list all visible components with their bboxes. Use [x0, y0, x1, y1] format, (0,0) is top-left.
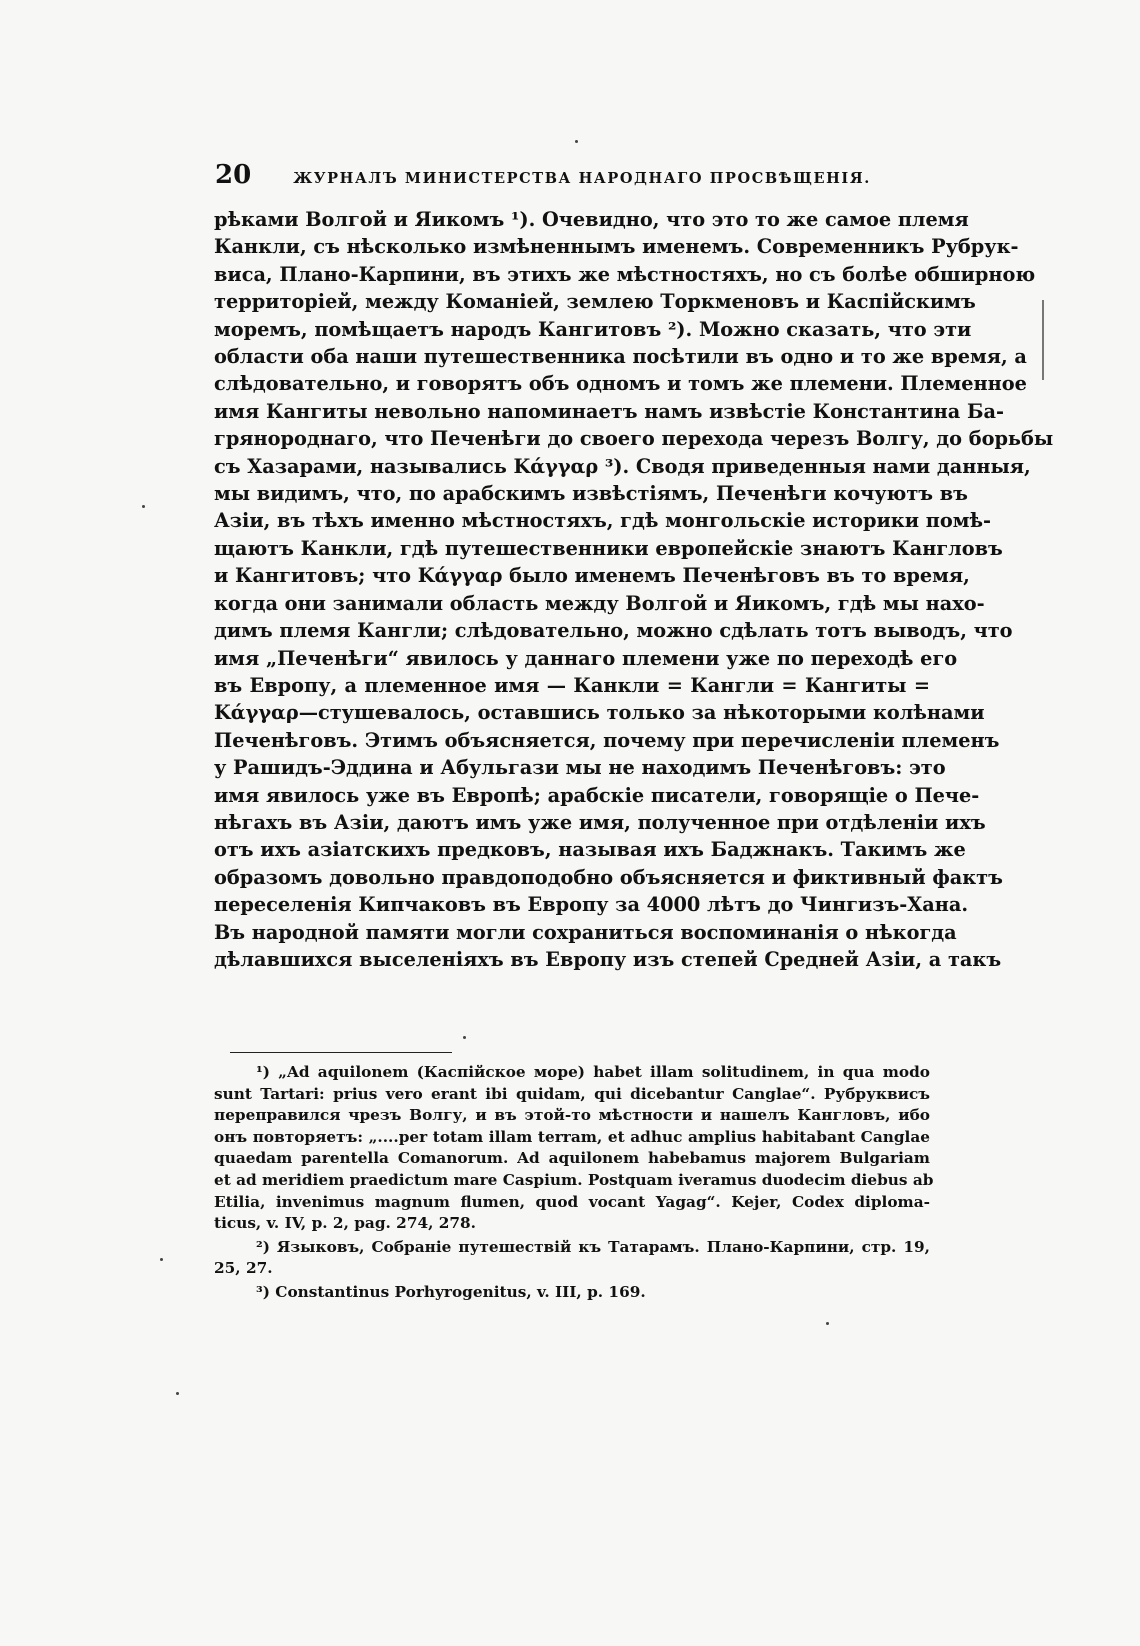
scan-speck — [826, 1322, 829, 1325]
body-line: виса, Плано-Карпини, въ этихъ же мѣстностяхъ, но съ болѣе обширною — [214, 262, 1036, 286]
footnote-2 — [214, 1237, 930, 1280]
body-line: у Рашидъ-Эддина и Абульгази мы не находимъ Печенѣговъ: это — [214, 756, 946, 780]
body-line: образомъ довольно правдоподобно объясняется и фиктивный фактъ — [214, 865, 1003, 889]
footnote-line: ticus, v. IV, p. 2, pag. 274, 278. — [214, 1214, 477, 1233]
footnote-line: Etilia, invenimus magnum flumen, quod vocant Yagag“. Kejer, Codex diploma- — [214, 1192, 930, 1211]
footnote-3 — [214, 1282, 930, 1304]
body-text — [214, 206, 1054, 973]
footnote-line: ²) Языковъ, Собраніе путешествій къ Татарамъ. Плано-Карпини, стр. 19, — [256, 1237, 930, 1256]
body-line: нѣгахъ въ Азіи, даютъ имъ уже имя, полученное при отдѣленіи ихъ — [214, 810, 986, 834]
body-line: территоріей, между Команіей, землею Торкменовъ и Каспійскимъ — [214, 290, 976, 314]
footnotes — [214, 1062, 934, 1304]
footnote-line: sunt Tartari: prius vero erant ibi quidam, qui dicebantur Canglae“. Рубруквисъ — [214, 1084, 930, 1103]
scan-speck — [463, 1036, 466, 1039]
footnote-line: quaedam parentella Comanorum. Ad aquilonem habebamus majorem Bulgariam — [214, 1149, 930, 1168]
body-line: щаютъ Канкли, гдѣ путешественники европейскіе знаютъ Кангловъ — [214, 536, 1003, 560]
footnote-line: онъ повторяетъ: „....per totam illam terram, et adhuc amplius habitabant Canglae — [214, 1127, 930, 1146]
footnote-line: ¹) „Ad aquilonem (Каспійское море) habet illam solitudinem, in qua modo — [256, 1063, 930, 1081]
body-line: когда они занимали область между Волгой и Яикомъ, гдѣ мы нахо- — [214, 591, 985, 615]
body-line: съ Хазарами, назывались Κάγγαρ ³). Сводя приведенныя нами данныя, — [214, 454, 1031, 478]
body-line: Въ народной памяти могли сохраниться воспоминанія о нѣкогда — [214, 920, 957, 944]
scan-speck — [176, 1392, 179, 1395]
body-line: переселенія Кипчаковъ въ Европу за 4000 лѣтъ до Чингизъ-Хана. — [214, 893, 969, 917]
body-line: димъ племя Кангли; слѣдовательно, можно сдѣлать тотъ выводъ, что — [214, 619, 1013, 643]
footnote-separator — [230, 1052, 452, 1053]
body-line: Κάγγαρ—стушевалось, оставшись только за нѣкоторыми колѣнами — [214, 701, 985, 725]
body-line: Канкли, съ нѣсколько измѣненнымъ именемъ. Современникъ Рубрук- — [214, 235, 1019, 259]
body-line: грянороднаго, что Печенѣги до своего перехода черезъ Волгу, до борьбы — [214, 427, 1054, 451]
body-line: имя Кангиты невольно напоминаетъ намъ извѣстіе Константина Ба- — [214, 399, 1004, 423]
footnote-line: переправился чрезъ Волгу, и въ этой-то мѣстности и нашелъ Кангловъ, ибо — [214, 1106, 930, 1125]
body-line: дѣлавшихся выселеніяхъ въ Европу изъ степей Средней Азіи, а такъ — [214, 947, 1002, 971]
body-line: имя „Печенѣги“ явилось у даннаго племени уже по переходѣ его — [214, 646, 958, 670]
footnote-line: 25, 27. — [214, 1259, 273, 1278]
scan-edge-mark — [1042, 300, 1044, 380]
body-line: въ Европу, а племенное имя — Канкли = Кангли = Кангиты = — [214, 673, 930, 697]
scan-speck — [160, 1258, 163, 1261]
running-title: ЖУРНАЛЪ МИНИСТЕРСТВА НАРОДНАГО ПРОСВѢЩЕНІЯ. — [293, 170, 871, 187]
scan-speck — [142, 505, 145, 508]
body-line: области оба наши путешественника посѣтили въ одно и то же время, а — [214, 345, 1027, 369]
scan-speck — [575, 140, 578, 143]
body-line: Азіи, въ тѣхъ именно мѣстностяхъ, гдѣ монгольскіе историки помѣ- — [214, 509, 992, 533]
body-line: Печенѣговъ. Этимъ объясняется, почему при перечисленіи племенъ — [214, 728, 1000, 752]
footnote-line: ³) Constantinus Porhyrogenitus, v. III, p. 169. — [256, 1282, 646, 1301]
body-line: слѣдовательно, и говорятъ объ одномъ и томъ же племени. Племенное — [214, 372, 1027, 396]
page-number: 20 — [215, 160, 252, 190]
body-line: рѣками Волгой и Яикомъ ¹). Очевидно, что это то же самое племя — [214, 208, 969, 231]
body-line: моремъ, помѣщаетъ народъ Кангитовъ ²). Можно сказать, что эти — [214, 317, 972, 341]
footnote-line: et ad meridiem praedictum mare Caspium. Postquam iveramus duodecim diebus ab — [214, 1170, 934, 1189]
body-line: мы видимъ, что, по арабскимъ извѣстіямъ, Печенѣги кочуютъ въ — [214, 482, 968, 506]
body-line: имя явилось уже въ Европѣ; арабскіе писатели, говорящіе о Пече- — [214, 783, 980, 807]
body-line: отъ ихъ азіатскихъ предковъ, называя ихъ Баджнакъ. Такимъ же — [214, 838, 966, 862]
page-header — [215, 160, 915, 190]
footnote-1 — [214, 1062, 934, 1235]
body-line: и Кангитовъ; что Κάγγαρ было именемъ Печенѣговъ въ то время, — [214, 564, 970, 588]
